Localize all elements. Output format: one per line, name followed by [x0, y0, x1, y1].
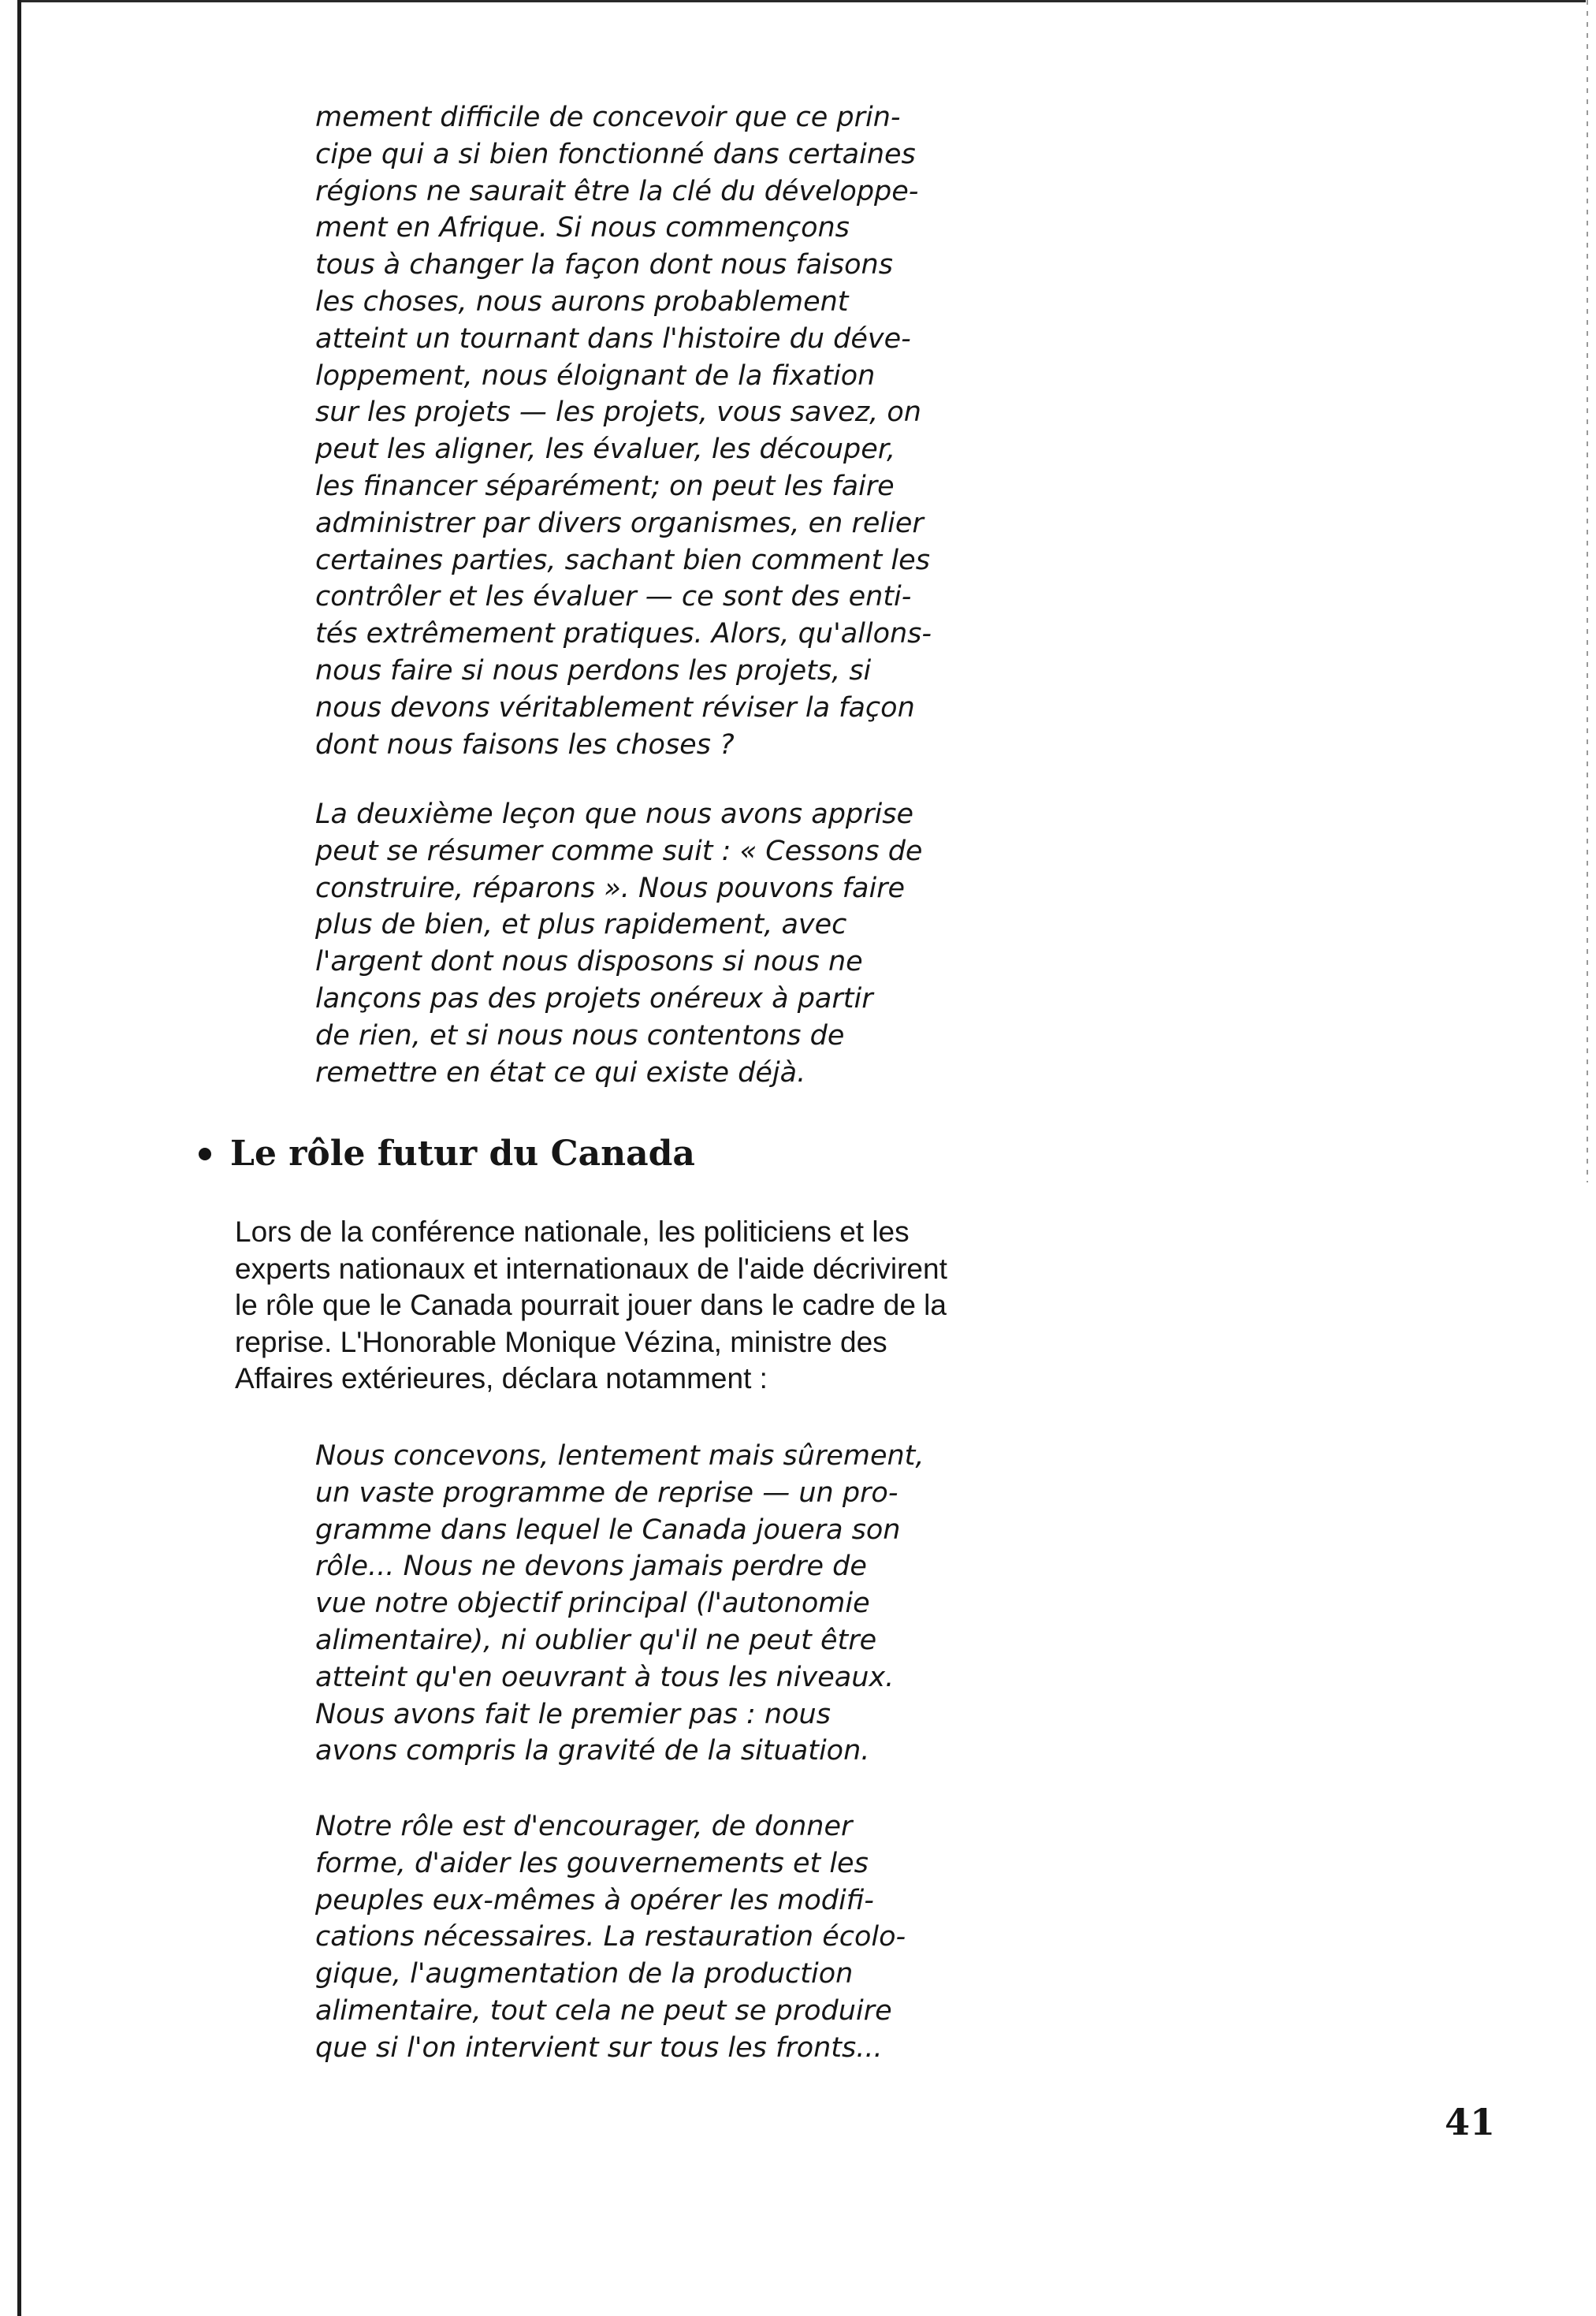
section-heading	[199, 1132, 695, 1176]
quote-paragraph-2: La deuxième leçon que nous avons apprise peut se résumer comme suit : « Cessons de construire, réparons ». Nous pouvons faire plus de bien, et plus rapidement, avec l'argent dont nous disposons si nous ne lançons pas des projets onéreux à partir de rien, et si nous nous contentons de remettre en état ce qui existe déjà.	[315, 799, 923, 1089]
quote-paragraph-1: mement difficile de concevoir que ce prin- cipe qui a si bien fonctionné dans certaines régions ne saurait être la clé du développe- ment en Afrique. Si nous commençons tous à changer la façon dont nous faisons les choses, nous aurons probablement atteint un tournant dans l'histoire du déve- loppement, nous éloignant de la fixation sur les projets — les projets, vous savez, on peut les aligner, les évaluer, les découper, les financer séparément; on peut les faire administrer par divers organismes, en relier certaines parties, sachant bien comment les contrôler et les évaluer — ce sont des enti- tés extrêmement pratiques. Alors, qu'allons- nous faire si nous perdons les projets, si nous devons véritablement réviser la façon dont nous faisons les choses ?	[315, 102, 932, 761]
page-number: 41	[1445, 2101, 1496, 2143]
section-heading-text: Le rôle futur du Canada	[230, 1134, 695, 1174]
quote-paragraph-4: Notre rôle est d'encourager, de donner forme, d'aider les gouvernements et les peuples eux-mêmes à opérer les modifi- cations nécessaires. La restauration écolo- gique, l'augmentation de la production alimentaire, tout cela ne peut se produire que si l'on intervient sur tous les fronts...	[315, 1811, 906, 2064]
page-top-rule	[17, 0, 1586, 2]
page-right-edge	[1587, 0, 1588, 1182]
body-paragraph: Lors de la conférence nationale, les politiciens et les experts nationaux et internationaux de l'aide décrivirent le rôle que le Canada pourrait jouer dans le cadre de la reprise. L'Honorable Monique Vézina, ministre des Affaires extérieures, déclara notamment :	[235, 1216, 947, 1395]
bullet-icon	[199, 1148, 211, 1160]
quote-paragraph-3: Nous concevons, lentement mais sûrement, un vaste programme de reprise — un pro- gramme dans lequel le Canada jouera son rôle... Nous ne devons jamais perdre de vue notre objectif principal (l'autonomie alimentaire), ni oublier qu'il ne peut être atteint qu'en oeuvrant à tous les niveaux. Nous avons fait le premier pas : nous avons compris la gravité de la situation.	[315, 1440, 924, 1767]
page-left-rule	[17, 0, 21, 2316]
